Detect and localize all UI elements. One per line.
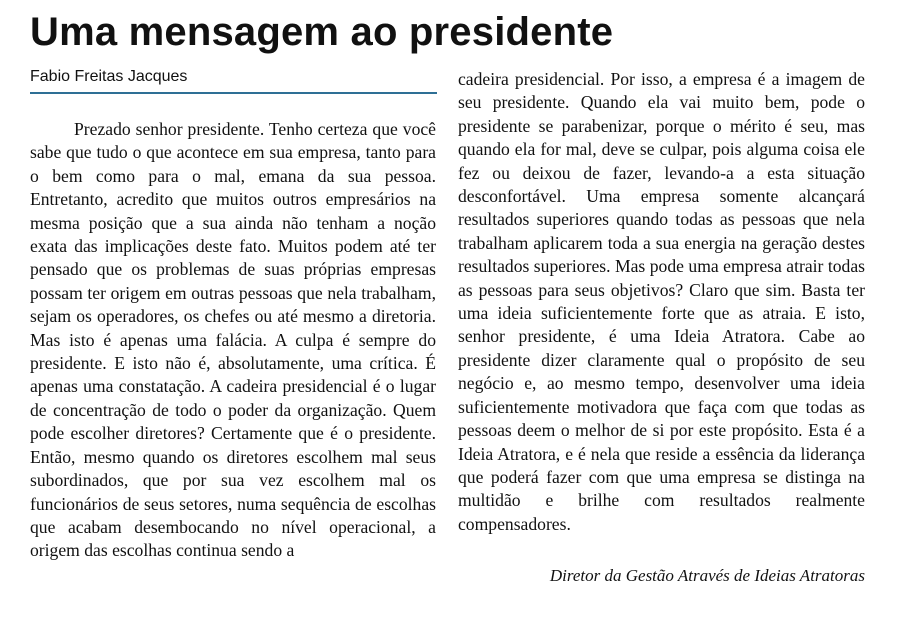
article-title: Uma mensagem ao presidente	[30, 10, 614, 54]
author-byline: Fabio Freitas Jacques	[30, 68, 188, 85]
article-column-1: Prezado senhor presidente. Tenho certeza que você sabe que tudo o que acontece em sua empresa, tanto para o bem como para o mal, emana da sua pessoa. Entretanto, acredito que muitos outros empresários na mesma posição que a sua ainda não tenham a noção exata das implicações deste fato. Muitos podem até ter pensado que os problemas de suas próprias empresas possam ter origem em outras pessoas que nela trabalham, sejam os operadores, os chefes ou até mesmo a diretoria. Mas isto é apenas uma falácia. A culpa é sempre do presidente. E isto não é, absolutamente, uma crítica. É apenas uma constatação. A cadeira presidencial é o lugar de concentração de todo o poder da organização. Quem pode escolher diretores? Certamente que é o presidente. Então, mesmo quando os diretores escolhem mal seus subordinados, que por sua vez escolhem mal os funcionários de seus setores, numa sequência de escolhas que acabam desembocando no nível operacional, a origem das escolhas continua sendo a	[30, 119, 436, 561]
byline-rule	[30, 92, 437, 94]
author-signature: Diretor da Gestão Através de Ideias Atratoras	[549, 566, 865, 585]
article-column-2: cadeira presidencial. Por isso, a empresa é a imagem de seu presidente. Quando ela vai muito bem, pode o presidente se parabenizar, porque o mérito é seu, mas quando ela for mal, deve se culpar, pois alguma coisa ele fez ou deixou de fazer, levando-a a esta situação desconfortável. Uma empresa somente alcançará resultados superiores quando todas as pessoas que nela trabalham aplicarem toda a sua energia na geração destes resultados superiores. Mas pode uma empresa atrair todas as pessoas para seus objetivos? Claro que sim. Basta ter uma ideia suficientemente forte que as atraia. E isto, senhor presidente, é uma Ideia Atratora. Cabe ao presidente dizer claramente qual o propósito de seu negócio e, ao mesmo tempo, desenvolver uma ideia suficientemente motivadora que faça com que todas as pessoas deem o melhor de si por este propósito. Esta é a Ideia Atratora, e é nela que reside a essência da liderança que poderá fazer com que uma empresa se distinga na multidão e brilhe com resultados realmente compensadores.	[458, 69, 865, 534]
